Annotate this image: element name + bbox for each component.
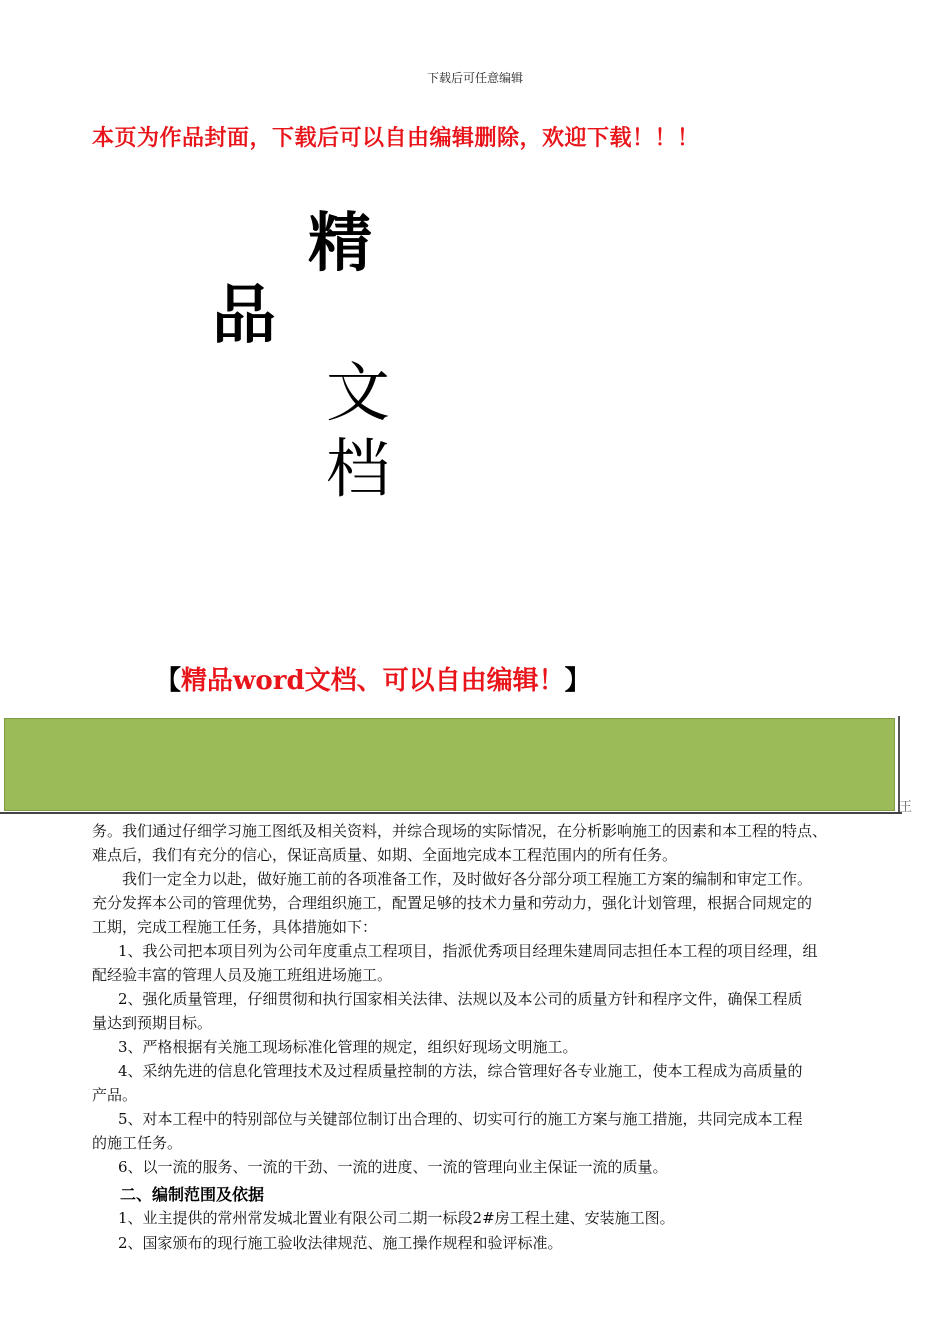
body-line: 5、对本工程中的特别部位与关键部位制订出合理的、切实可行的施工方案与施工措施，共同完成本工程 (118, 1110, 803, 1128)
tagline (155, 660, 591, 697)
cover-note: 本页为作品封面，下载后可以自由编辑删除，欢迎下载！！！ (92, 125, 700, 151)
page-header: 下载后可任意编辑 (426, 71, 523, 85)
body-line: 务。我们通过仔细学习施工图纸及相关资料，并综合现场的实际情况，在分析影响施工的因素和本工程的特点、 (92, 822, 828, 840)
body-line: 4、采纳先进的信息化管理技术及过程质量控制的方法，综合管理好各专业施工，使本工程成为高质量的 (118, 1062, 803, 1080)
tagline-text: 精品word文档、可以自由编辑！ (181, 666, 565, 696)
body-line: 工期，完成工程施工任务，具体措施如下： (92, 918, 378, 936)
body-line: 充分发挥本公司的管理优势，合理组织施工，配置足够的技术力量和劳动力，强化计划管理，根据合同规定的 (92, 894, 813, 912)
body-line: 产品。 (92, 1086, 138, 1104)
body-line: 难点后，我们有充分的信心，保证高质量、如期、全面地完成本工程范围内的所有任务。 (92, 846, 678, 864)
title-char-dang: 档 (326, 433, 390, 507)
body-line: 配经验丰富的管理人员及施工班组进场施工。 (92, 966, 393, 984)
body-line: 6、以一流的服务、一流的干劲、一流的进度、一流的管理向业主保证一流的质量。 (118, 1158, 668, 1176)
banner-base-line (0, 812, 902, 814)
body-line: 量达到预期目标。 (92, 1014, 213, 1032)
section-item: 2、国家颁布的现行施工验收法律规范、施工操作规程和验评标准。 (118, 1234, 563, 1252)
title-char-jing: 精 (308, 207, 372, 281)
body-line: 1、我公司把本项目列为公司年度重点工程项目，指派优秀项目经理朱建周同志担任本工程的项目经理，组 (118, 942, 818, 960)
title-char-wen: 文 (326, 357, 390, 431)
green-banner (4, 718, 895, 811)
body-line: 我们一定全力以赴，做好施工前的各项准备工作，及时做好各分部分项工程施工方案的编制和审定工作。 (92, 870, 813, 888)
tagline-close-bracket: 】 (564, 666, 591, 696)
body-line: 2、强化质量管理，仔细贯彻和执行国家相关法律、法规以及本公司的质量方针和程序文件，确保工程质 (118, 990, 803, 1008)
body-line: 的施工任务。 (92, 1134, 183, 1152)
tagline-open-bracket: 【 (155, 666, 182, 696)
title-char-pin: 品 (212, 279, 276, 353)
section-heading: 二、编制范围及依据 (120, 1185, 265, 1204)
body-line: 3、严格根据有关施工现场标准化管理的规定，组织好现场文明施工。 (118, 1038, 578, 1056)
stray-char: 王 (899, 800, 913, 815)
section-item: 1、业主提供的常州常发城北置业有限公司二期一标段2#房工程土建、安装施工图。 (118, 1209, 675, 1227)
